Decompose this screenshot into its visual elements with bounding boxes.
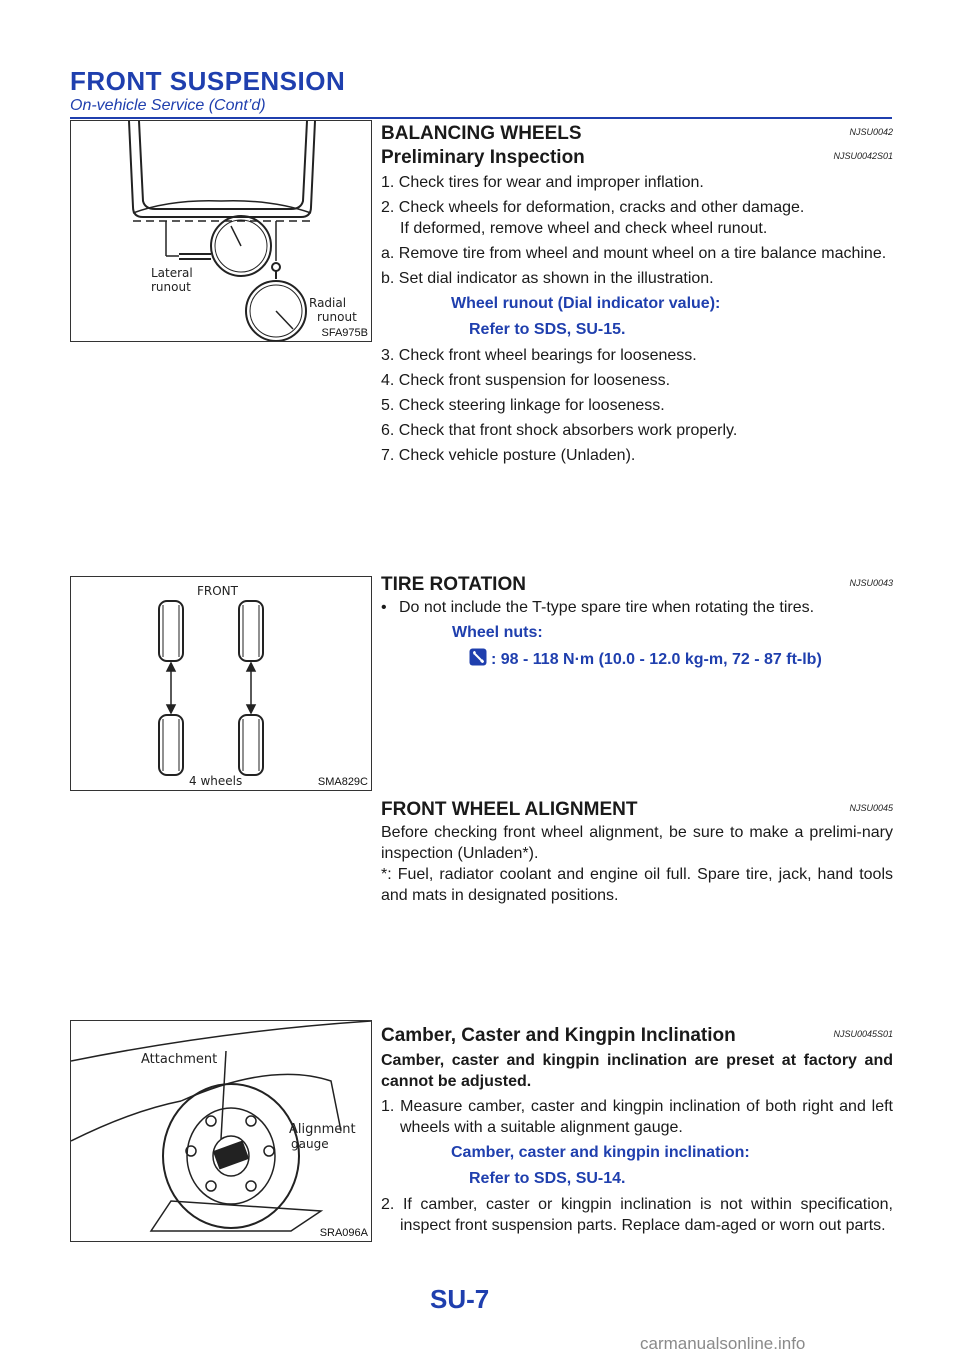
bullet-spare-tire	[381, 597, 893, 618]
spec-torque	[381, 648, 893, 672]
label-lateral-2: runout	[151, 280, 191, 294]
label-alignment-2: gauge	[291, 1137, 329, 1151]
label-attachment: Attachment	[141, 1052, 218, 1067]
section-tire-rotation	[381, 573, 893, 677]
label-lateral-1: Lateral	[151, 266, 193, 280]
camber-step-2: 2. If camber, caster or kingpin inclination is not within specification, inspect front suspension parts. Replace dam-aged or worn out parts.	[381, 1196, 893, 1234]
label-radial-1: Radial	[309, 296, 347, 310]
heading-text: FRONT WHEEL ALIGNMENT	[381, 799, 638, 820]
header-rule	[70, 117, 892, 119]
section-balancing-wheels	[381, 122, 893, 470]
step-2-cont: If deformed, remove wheel and check wheel runout.	[400, 220, 768, 237]
alignment-gauge-icon	[71, 1021, 371, 1241]
heading-front-wheel-alignment	[381, 798, 893, 822]
step-4: 4. Check front suspension for looseness.	[381, 372, 671, 389]
section-code: NJSU0045	[849, 803, 893, 813]
camber-step-1: 1. Measure camber, caster and kingpin inclination of both right and left wheels with a suitable alignment gauge.	[381, 1098, 893, 1136]
heading-tire-rotation	[381, 573, 893, 597]
section-front-wheel-alignment	[381, 798, 893, 822]
bullet-text: Do not include the T-type spare tire when rotating the tires.	[399, 599, 815, 616]
section-subtitle: On-vehicle Service (Cont’d)	[70, 97, 266, 114]
camber-preset-note: Camber, caster and kingpin inclination are preset at factory and cannot be adjusted.	[381, 1052, 893, 1090]
heading-text: Preliminary Inspection	[381, 147, 585, 168]
alignment-body	[381, 822, 893, 910]
figure-code: SFA975B	[321, 327, 368, 339]
step-5: 5. Check steering linkage for looseness.	[381, 397, 665, 414]
section-camber-caster	[381, 1024, 893, 1240]
label-alignment-1: Alignment	[289, 1122, 356, 1137]
torque-value: : 98 - 118 N·m (10.0 - 12.0 kg-m, 72 - 87 ft-lb)	[491, 651, 822, 668]
label-radial-2: runout	[317, 310, 357, 324]
figure-balancing-wheels	[70, 120, 372, 342]
heading-balancing-wheels	[381, 122, 893, 146]
section-code: NJSU0042	[849, 127, 893, 137]
heading-text: TIRE ROTATION	[381, 574, 526, 595]
spec-wheel-runout: Wheel runout (Dial indicator value):	[451, 295, 721, 312]
figure-tire-rotation	[70, 576, 372, 791]
step-b: b. Set dial indicator as shown in the illustration.	[381, 270, 714, 287]
heading-camber-caster	[381, 1024, 893, 1048]
section-code: NJSU0042S01	[833, 151, 893, 161]
bullet-mark: •	[381, 599, 387, 616]
alignment-para-1: Before checking front wheel alignment, be sure to make a prelimi-nary inspection (Unladen*).	[381, 824, 893, 862]
label-4-wheels: 4 wheels	[189, 774, 243, 788]
heading-text: BALANCING WHEELS	[381, 123, 582, 144]
section-title: FRONT SUSPENSION	[70, 66, 346, 96]
step-6: 6. Check that front shock absorbers work properly.	[381, 422, 738, 439]
dial-indicator-wheel-icon	[71, 121, 371, 341]
figure-code: SRA096A	[319, 1227, 368, 1239]
section-code: NJSU0045S01	[833, 1029, 893, 1039]
spec-wheel-nuts: Wheel nuts:	[452, 624, 543, 641]
figure-alignment-gauge	[70, 1020, 372, 1242]
torque-wrench-icon	[469, 648, 487, 672]
step-7: 7. Check vehicle posture (Unladen).	[381, 447, 636, 464]
spec-camber: Camber, caster and kingpin inclination:	[451, 1144, 750, 1161]
footer-watermark[interactable]: carmanualsonline.info	[640, 1334, 806, 1353]
spec-camber-ref: Refer to SDS, SU-14.	[469, 1170, 626, 1187]
label-front: FRONT	[197, 584, 238, 598]
page-number: SU-7	[430, 1284, 490, 1314]
alignment-para-2: *: Fuel, radiator coolant and engine oil full. Spare tire, jack, hand tools and mats in designated positions.	[381, 866, 893, 904]
spec-wheel-runout-ref: Refer to SDS, SU-15.	[469, 321, 626, 338]
heading-preliminary-inspection	[381, 146, 893, 170]
step-2: 2. Check wheels for deformation, cracks and other damage.	[381, 199, 805, 216]
section-code: NJSU0043	[849, 578, 893, 588]
step-a: a. Remove tire from wheel and mount wheel on a tire balance machine.	[381, 245, 887, 262]
figure-code: SMA829C	[317, 776, 368, 788]
tire-rotation-icon	[71, 577, 371, 790]
heading-text: Camber, Caster and Kingpin Inclination	[381, 1025, 736, 1046]
step-1: 1. Check tires for wear and improper inflation.	[381, 174, 704, 191]
step-3: 3. Check front wheel bearings for looseness.	[381, 347, 697, 364]
